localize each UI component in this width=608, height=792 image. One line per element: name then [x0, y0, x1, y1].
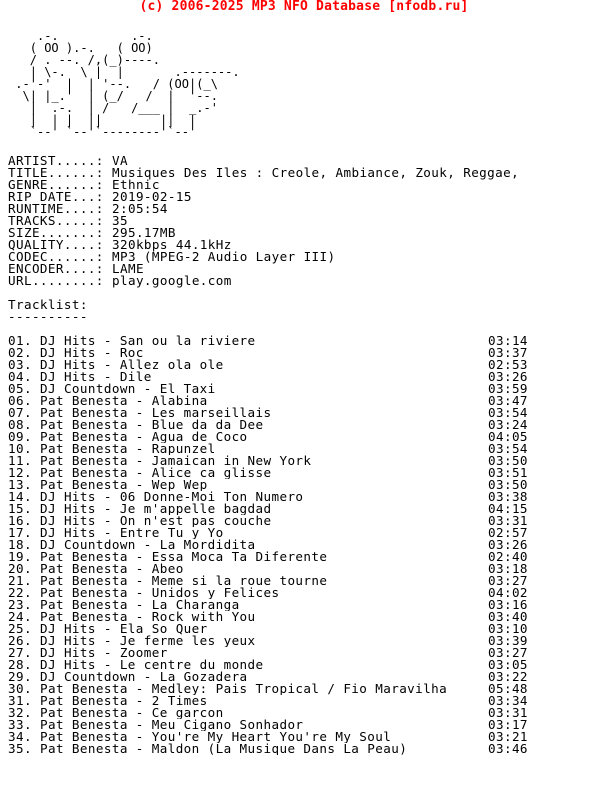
- track-number: 18.: [8, 537, 32, 552]
- logo-line: ( OO ).-. ( OO): [8, 41, 153, 55]
- logo-line: / . --. /,(_)----.: [8, 53, 161, 67]
- info-value: 2019-02-15: [112, 189, 192, 204]
- track-number: 10.: [8, 441, 32, 456]
- track-title: DJ Hits - Allez ola ole: [40, 359, 224, 371]
- track-title: Pat Benesta - Essa Moca Ta Diferente: [40, 551, 328, 563]
- track-title: DJ Countdown - La Mordidita: [40, 539, 256, 551]
- track-duration: 03:10: [488, 621, 528, 636]
- info-value: Ethnic: [112, 177, 160, 192]
- track-number: 26.: [8, 633, 32, 648]
- track-title: DJ Hits - San ou la riviere: [40, 335, 256, 347]
- track-number: 17.: [8, 525, 32, 540]
- track-duration: 03:14: [488, 333, 528, 348]
- track-title: Pat Benesta - Rapunzel: [40, 443, 216, 455]
- release-info: [8, 155, 598, 287]
- track-duration: 03:27: [488, 645, 528, 660]
- track-duration: 03:26: [488, 537, 528, 552]
- track-duration: 04:15: [488, 501, 528, 516]
- track-title: Pat Benesta - Alabina: [40, 395, 208, 407]
- track-title: Pat Benesta - Alice ca glisse: [40, 467, 272, 479]
- track-number: 23.: [8, 597, 32, 612]
- track-duration: 03:54: [488, 405, 528, 420]
- info-label: TITLE......:: [8, 165, 104, 180]
- track-duration: 04:05: [488, 429, 528, 444]
- track-number: 29.: [8, 669, 32, 684]
- info-value: play.google.com: [112, 273, 232, 288]
- track-number: 16.: [8, 513, 32, 528]
- info-value: 35: [112, 213, 128, 228]
- track-duration: 03:26: [488, 369, 528, 384]
- track-duration: 03:34: [488, 693, 528, 708]
- track-duration: 03:16: [488, 597, 528, 612]
- track-number: 06.: [8, 393, 32, 408]
- track-number: 19.: [8, 549, 32, 564]
- info-label: RUNTIME....:: [8, 201, 104, 216]
- track-title: Pat Benesta - Rock with You: [40, 611, 256, 623]
- logo-line: .-. .-.: [8, 29, 153, 43]
- track-number: 11.: [8, 453, 32, 468]
- track-duration: 03:50: [488, 453, 528, 468]
- info-label: QUALITY....:: [8, 237, 104, 252]
- track-duration: 03:27: [488, 573, 528, 588]
- info-label: URL........:: [8, 273, 104, 288]
- info-value: 320kbps 44.1kHz: [112, 237, 232, 252]
- logo-line: | \-. \ | | .-------.: [8, 65, 240, 79]
- track-title: Pat Benesta - Jamaican in New York: [40, 455, 312, 467]
- track-number: 20.: [8, 561, 32, 576]
- track-duration: 03:39: [488, 633, 528, 648]
- track-list: [8, 335, 598, 755]
- track-title: DJ Hits - Ela So Quer: [40, 623, 208, 635]
- info-row: [8, 275, 598, 287]
- ascii-logo: [8, 30, 240, 138]
- track-number: 13.: [8, 477, 32, 492]
- track-title: DJ Countdown - El Taxi: [40, 383, 216, 395]
- track-number: 02.: [8, 345, 32, 360]
- track-title: DJ Hits - Zoomer: [40, 647, 168, 659]
- track-number: 03.: [8, 357, 32, 372]
- track-duration: 02:57: [488, 525, 528, 540]
- info-label: SIZE.......:: [8, 225, 104, 240]
- track-number: 07.: [8, 405, 32, 420]
- info-label: RIP DATE...:: [8, 189, 104, 204]
- track-number: 27.: [8, 645, 32, 660]
- track-duration: 03:31: [488, 513, 528, 528]
- track-duration: 02:53: [488, 357, 528, 372]
- logo-line: | | | || || |: [8, 113, 197, 127]
- logo-line: \| |_.' | (_/ / | '--.: [8, 89, 218, 103]
- track-title: Pat Benesta - Meme si la roue tourne: [40, 575, 328, 587]
- info-value: VA: [112, 153, 128, 168]
- track-title: DJ Hits - 06 Donne-Moi Ton Numero: [40, 491, 304, 503]
- track-title: Pat Benesta - La Charanga: [40, 599, 240, 611]
- track-title: DJ Hits - Le centre du monde: [40, 659, 264, 671]
- track-title: DJ Hits - Roc: [40, 347, 144, 359]
- logo-line: .-'-' | | '--. / (OO|(_\: [8, 77, 218, 91]
- track-duration: 04:02: [488, 585, 528, 600]
- track-title: Pat Benesta - Les marseillais: [40, 407, 272, 419]
- logo-line: | .-. | / /___ | _.-': [8, 101, 218, 115]
- track-title: Pat Benesta - Meu Cigano Sonhador: [40, 719, 304, 731]
- info-label: ENCODER....:: [8, 261, 104, 276]
- track-number: 05.: [8, 381, 32, 396]
- track-duration: 03:22: [488, 669, 528, 684]
- info-value: LAME: [112, 261, 144, 276]
- copyright-header: (c) 2006-2025 MP3 NFO Database [nfodb.ru]: [139, 0, 469, 14]
- track-number: 32.: [8, 705, 32, 720]
- track-title: DJ Hits - Entre Tu y Yo: [40, 527, 224, 539]
- track-title: DJ Hits - Je ferme les yeux: [40, 635, 256, 647]
- track-number: 22.: [8, 585, 32, 600]
- track-duration: 03:51: [488, 465, 528, 480]
- track-duration: 03:21: [488, 729, 528, 744]
- track-number: 28.: [8, 657, 32, 672]
- tracklist-underline: ----------: [8, 309, 88, 324]
- track-number: 24.: [8, 609, 32, 624]
- track-title: DJ Hits - Je m'appelle bagdad: [40, 503, 272, 515]
- track-number: 35.: [8, 741, 32, 756]
- tracklist-title: Tracklist:: [8, 297, 88, 312]
- track-duration: 03:47: [488, 393, 528, 408]
- track-number: 34.: [8, 729, 32, 744]
- track-duration: 03:18: [488, 561, 528, 576]
- track-duration: 03:46: [488, 741, 528, 756]
- track-row: [8, 743, 598, 755]
- track-number: 12.: [8, 465, 32, 480]
- track-number: 01.: [8, 333, 32, 348]
- track-number: 15.: [8, 501, 32, 516]
- track-title: Pat Benesta - Abeo: [40, 563, 184, 575]
- track-title: Pat Benesta - Blue da da Dee: [40, 419, 264, 431]
- tracklist: [8, 299, 598, 755]
- track-title: Pat Benesta - 2 Times: [40, 695, 208, 707]
- track-duration: 03:40: [488, 609, 528, 624]
- track-title: DJ Countdown - La Gozadera: [40, 671, 248, 683]
- track-duration: 02:40: [488, 549, 528, 564]
- track-title: DJ Hits - Dile: [40, 371, 152, 383]
- track-number: 08.: [8, 417, 32, 432]
- track-number: 30.: [8, 681, 32, 696]
- track-number: 21.: [8, 573, 32, 588]
- track-title: Pat Benesta - You're My Heart You're My Soul: [40, 731, 392, 743]
- track-duration: 03:37: [488, 345, 528, 360]
- track-duration: 03:54: [488, 441, 528, 456]
- track-title: Pat Benesta - Ce garcon: [40, 707, 224, 719]
- info-value: 2:05:54: [112, 201, 168, 216]
- track-number: 25.: [8, 621, 32, 636]
- info-value: Musiques Des Iles : Creole, Ambiance, Zouk, Reggae,: [112, 165, 520, 180]
- info-label: CODEC......:: [8, 249, 104, 264]
- track-duration: 05:48: [488, 681, 528, 696]
- info-label: GENRE......:: [8, 177, 104, 192]
- track-duration: 03:50: [488, 477, 528, 492]
- track-title: Pat Benesta - Agua de Coco: [40, 431, 248, 443]
- info-value: MP3 (MPEG-2 Audio Layer III): [112, 249, 336, 264]
- info-label: ARTIST.....:: [8, 153, 104, 168]
- track-duration: 03:38: [488, 489, 528, 504]
- track-title: Pat Benesta - Wep Wep: [40, 479, 208, 491]
- info-value: 295.17MB: [112, 225, 176, 240]
- logo-line: `--' `--'`--------'`--': [8, 125, 197, 139]
- info-label: TRACKS.....:: [8, 213, 104, 228]
- track-number: 04.: [8, 369, 32, 384]
- track-title: Pat Benesta - Unidos y Felices: [40, 587, 280, 599]
- track-duration: 03:17: [488, 717, 528, 732]
- track-duration: 03:05: [488, 657, 528, 672]
- track-duration: 03:24: [488, 417, 528, 432]
- track-duration: 03:31: [488, 705, 528, 720]
- track-number: 31.: [8, 693, 32, 708]
- track-duration: 03:59: [488, 381, 528, 396]
- track-title: DJ Hits - On n'est pas couche: [40, 515, 272, 527]
- track-number: 09.: [8, 429, 32, 444]
- track-number: 14.: [8, 489, 32, 504]
- track-number: 33.: [8, 717, 32, 732]
- track-title: Pat Benesta - Maldon (La Musique Dans La Peau): [40, 743, 408, 755]
- track-title: Pat Benesta - Medley: Pais Tropical / Fio Maravilha: [40, 683, 448, 695]
